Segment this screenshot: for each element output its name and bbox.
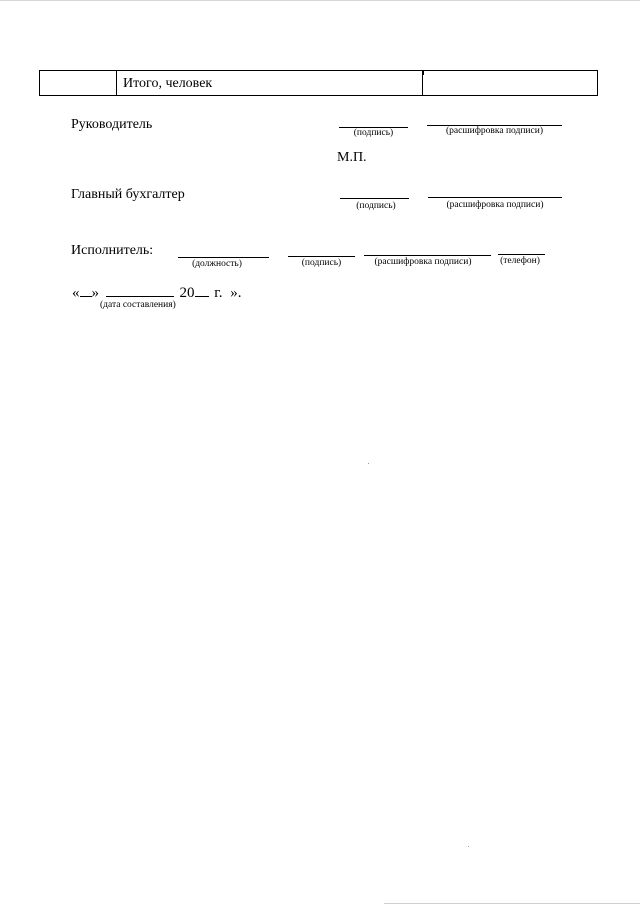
executor-decoding-caption: (расшифровка подписи) [374,257,472,267]
head-signature-caption: (подпись) [353,128,394,138]
chief-accountant-signature-caption: (подпись) [356,201,396,211]
date-tail: ». [230,285,242,301]
executor-position-caption: (должность) [192,259,242,269]
scan-bottom-mark [384,903,640,904]
total-table-row [39,70,598,96]
total-number-cell [40,71,117,95]
scan-speck [368,463,369,464]
date-year-prefix: 20 [179,285,195,301]
date-month-blank [106,283,174,297]
date-open-quote: « [72,285,80,301]
executor-phone-line [498,254,545,255]
scan-speck [468,846,469,847]
date-year-suffix: г. [214,285,223,301]
executor-role-label: Исполнитель: [71,243,154,258]
total-value-cell [423,71,597,95]
executor-decoding-line [364,255,491,256]
executor-position-line [178,257,269,258]
date-caption: (дата составления) [100,300,176,310]
stamp-place-label: М.П. [337,150,367,165]
executor-phone-caption: (телефон) [500,256,540,266]
page-top-edge [0,0,640,1]
date-year-blank [195,283,209,297]
chief-accountant-role-label: Главный бухгалтер [71,187,185,202]
chief-accountant-decoding-line [428,197,562,198]
head-role-label: Руководитель [71,117,153,132]
chief-accountant-signature-line [340,198,409,199]
date-close-quote: » [91,285,99,301]
chief-accountant-decoding-caption: (расшифровка подписи) [446,200,544,210]
total-label-cell: Итого, человек [117,71,423,95]
date-day-blank [80,283,92,297]
head-decoding-caption: (расшифровка подписи) [446,126,543,136]
executor-signature-line [288,256,355,257]
executor-signature-caption: (подпись) [301,258,342,268]
